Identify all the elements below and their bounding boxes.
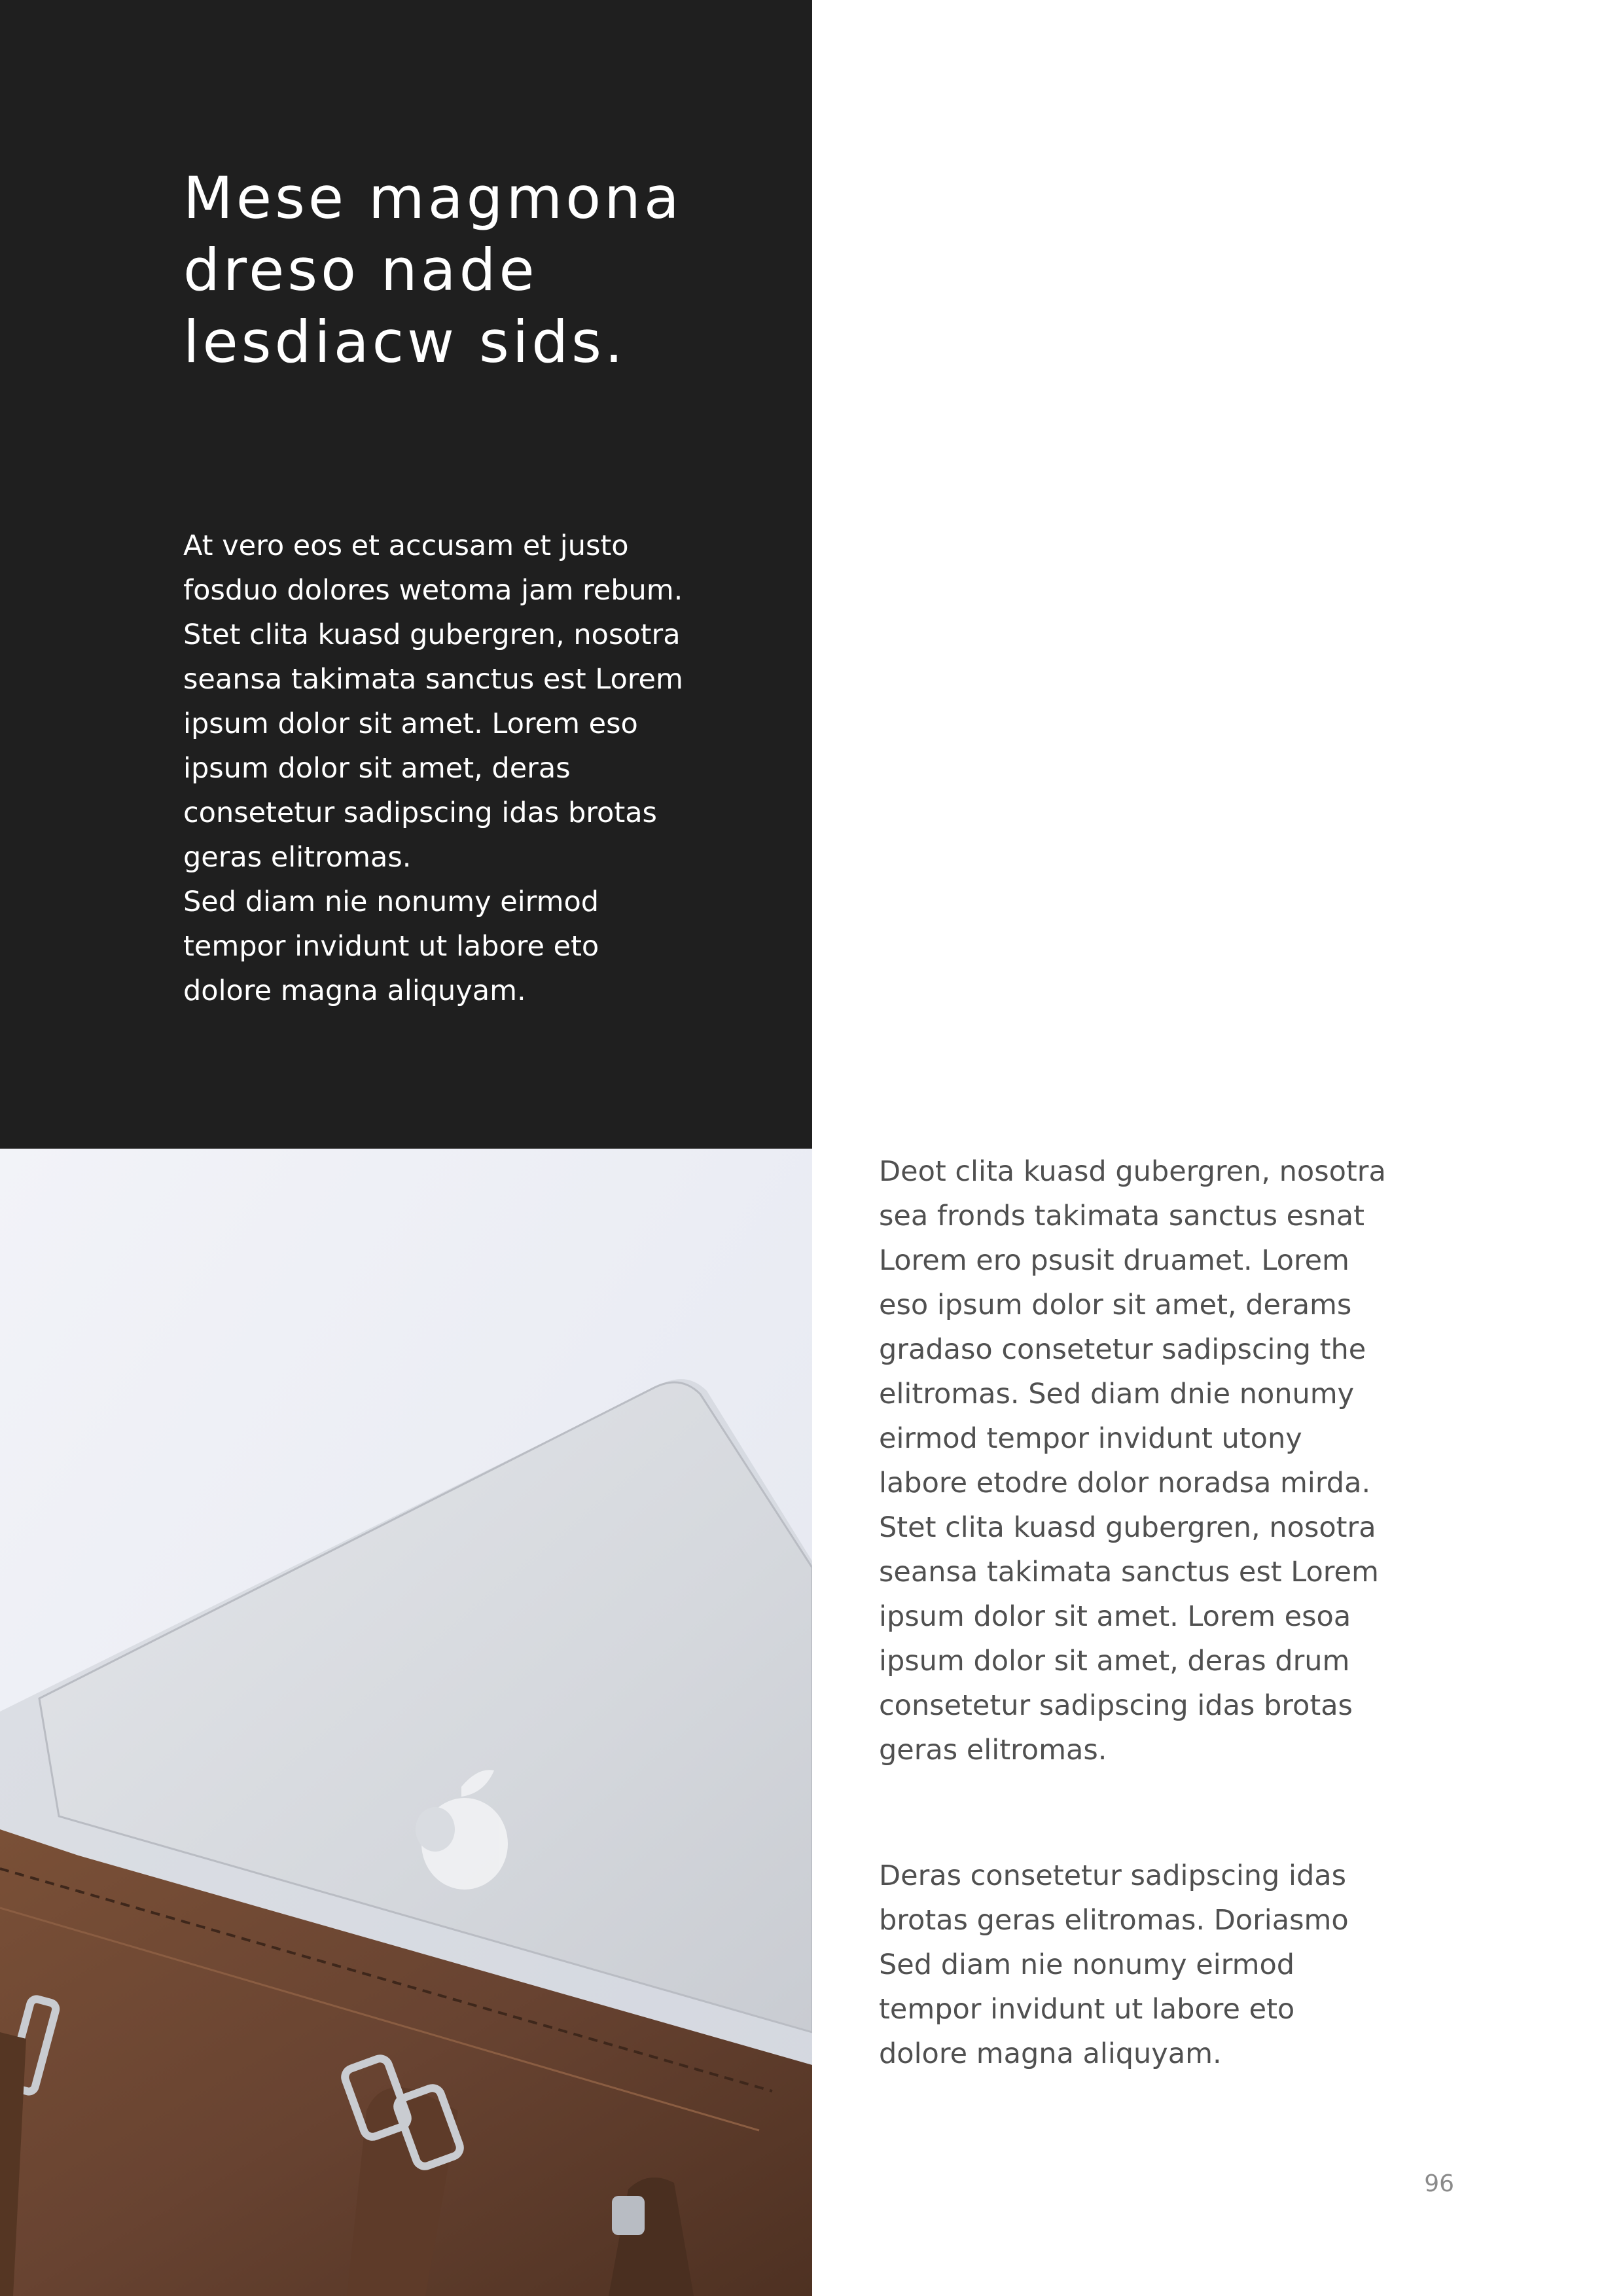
headline: Mese magmona dreso nade lesdiacw sids. bbox=[183, 164, 683, 376]
page-number: 96 bbox=[1424, 2170, 1454, 2197]
dark-panel bbox=[0, 0, 812, 1149]
intro-text: At vero eos et accusam et justo fosduo dolores wetoma jam rebum. Stet clita kuasd gubergren, nosotra seansa takimata sanctus est Lorem ipsum dolor sit amet. Lorem eso ipsum dolor sit amet, deras consetetur sadipscing idas brotas geras elitromas. Sed diam nie nonumy eirmod tempor invidunt ut labore eto dolore magna aliquyam. bbox=[183, 529, 683, 1007]
laptop-bag-photo bbox=[0, 1149, 812, 2296]
laptop-bag-illustration bbox=[0, 1149, 812, 2296]
body-paragraph-2: Deras consetetur sadipscing idas brotas geras elitromas. Doriasmo Sed diam nie nonumy eirmod tempor invidunt ut labore eto dolore magna aliquyam. bbox=[879, 1859, 1349, 2070]
body-paragraph-1: Deot clita kuasd gubergren, nosotra sea fronds takimata sanctus esnat Lorem ero psusit druamet. Lorem eso ipsum dolor sit amet, derams gradaso consetetur sadipscing the elitromas. Sed diam dnie nonumy eirmod tempor invidunt utony labore etodre dolor noradsa mirda. Stet clita kuasd gubergren, nosotra seansa takimata sanctus est Lorem ipsum dolor sit amet. Lorem esoa ipsum dolor sit amet, deras drum consetetur sadipscing idas brotas geras elitromas. bbox=[879, 1155, 1386, 1767]
